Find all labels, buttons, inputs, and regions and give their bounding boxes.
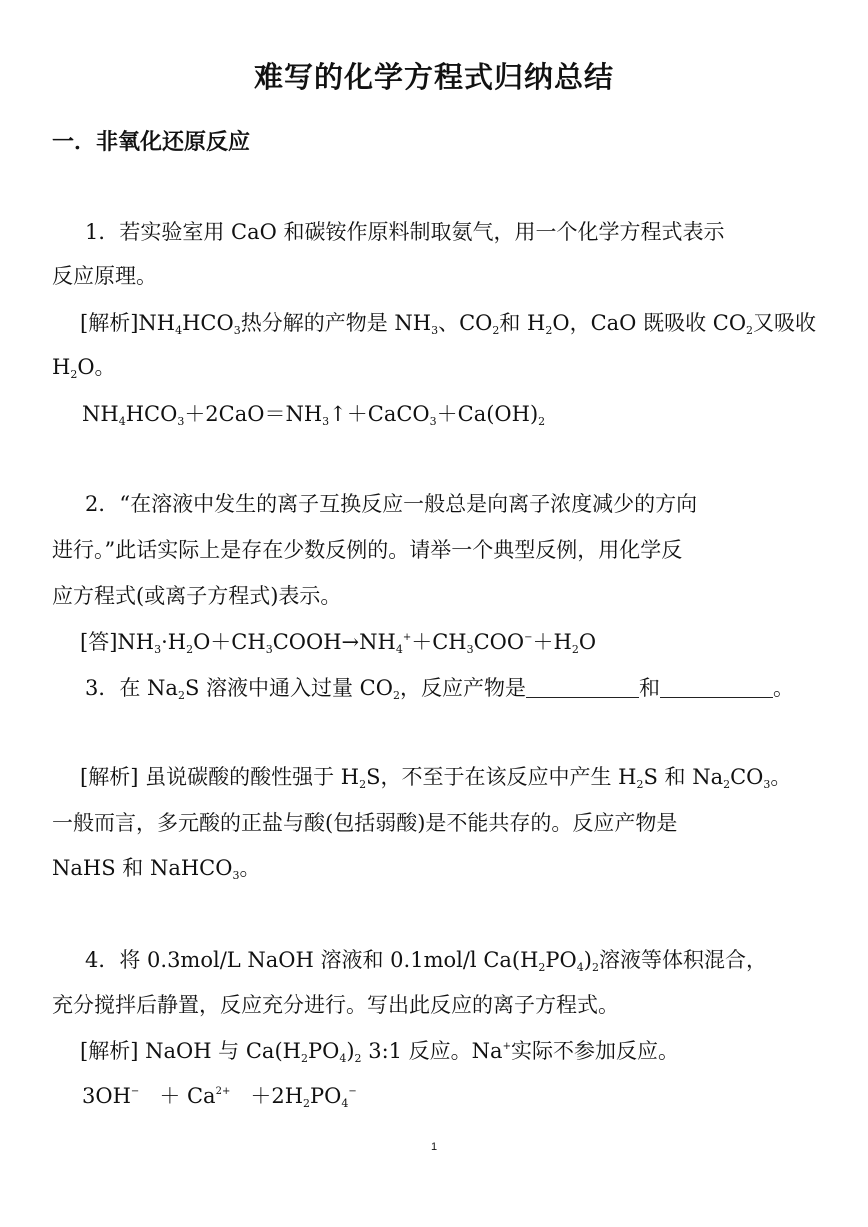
q4-line-2: 充分搅拌后静置，反应充分进行。写出此反应的离子方程式。 (52, 993, 619, 1017)
q1-analysis-cont: $H_2O$。 (52, 355, 116, 381)
q4-line-1: 4．将 0.3mol/L NaOH 溶液和 0.1mol/l $Ca(H_2PO_4)_2$溶液等体积混合， (85, 948, 767, 974)
answer-blank-2 (660, 677, 773, 698)
q2-line-1: 2．“在溶液中发生的离子互换反应一般总是向离子浓度减少的方向 (85, 492, 698, 516)
q2-answer: [答]$NH_3\cdot H_2O+CH_3COOH\to NH_4^++CH_3COO^-+H_2O$ (80, 630, 597, 656)
q3-analysis-line-3: NaHS 和 NaHCO$_3$。 (52, 856, 261, 882)
q4-equation: 3OH− ＋ $Ca^{2+}$ $+2H_2PO_4^-$ (82, 1084, 357, 1110)
q3-analysis-line-2: 一般而言，多元酸的正盐与酸(包括弱酸)是不能共存的。反应产物是 (52, 811, 678, 835)
q2-line-3: 应方程式(或离子方程式)表示。 (52, 584, 342, 608)
q1-analysis: [解析]$NH_4HCO_3$热分解的产物是 $NH_3$、$CO_2$和 $H_2O$，CaO 既吸收 $CO_2$又吸收 (80, 311, 817, 337)
q2-line-2: 进行。”此话实际上是存在少数反例的。请举一个典型反例，用化学反 (52, 538, 683, 562)
q3-question: 3．在 $Na_2S$ 溶液中通入过量 $CO_2$，反应产物是 和 。 (85, 676, 794, 702)
q1-line-2: 反应原理。 (52, 264, 157, 288)
page-number: 1 (430, 1141, 438, 1153)
q4-analysis: [解析] NaOH 与 $Ca(H_2PO_4)_2$ 3:1 反应。Na+实际不参加反应。 (80, 1039, 679, 1065)
q1-equation: $NH_4HCO_3+2CaO=NH_3↑+CaCO_3+Ca(OH)_2$ (82, 402, 546, 428)
section-heading: 一．非氧化还原反应 (52, 130, 251, 155)
document-title: 难写的化学方程式归纳总结 (253, 60, 614, 94)
q1-line-1: 1．若实验室用 CaO 和碳铵作原料制取氨气，用一个化学方程式表示 (85, 220, 725, 244)
q3-analysis: [解析] 虽说碳酸的酸性强于 $H_2S$，不至于在该反应中产生 $H_2S$ 和 $Na_2CO_3$。 (80, 765, 792, 791)
answer-blank-1 (526, 677, 639, 698)
